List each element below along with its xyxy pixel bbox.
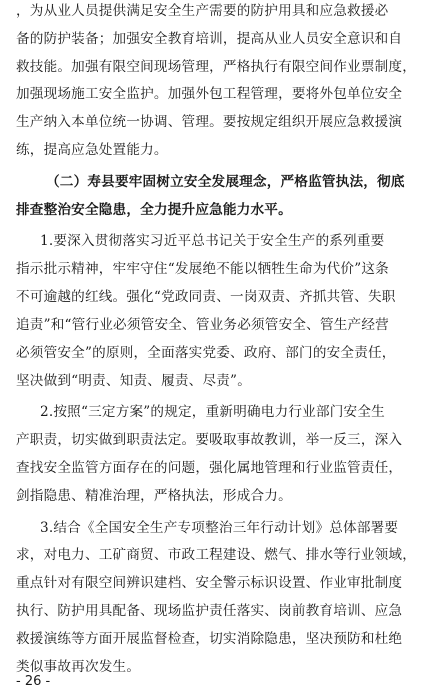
text-line: 生产纳入本单位统一协调、管理。要按规定组织开展应急救援演	[16, 114, 403, 131]
text-line: 救援演练等方面开展监督检查，切实消除隐患，坚决预防和杜绝	[16, 631, 403, 648]
text-line: 坚决做到“明责、知责、履责、尽责”。	[16, 372, 251, 389]
text-line: 必须管安全”的原则，全面落实党委、政府、部门的安全责任，	[16, 344, 396, 361]
text-line: 类似事故再次发生。	[16, 659, 141, 675]
text-line: 3.结合《全国安全生产专项整治三年行动计划》总体部署要	[40, 519, 399, 536]
text-line: 1.要深入贯彻落实习近平总书记关于安全生产的系列重要	[40, 233, 385, 250]
text-line: 救技能。加强有限空间现场管理，严格执行有限空间作业票制度，	[16, 58, 417, 75]
text-line: 执行、防护用具配备、现场监护责任落实、岗前教育培训、应急	[16, 603, 403, 620]
text-line: 指示批示精神，牢牢守住“发展绝不能以牺牲生命为代价”这条	[16, 261, 389, 278]
text-line: 剑指隐患、精准治理，严格执法，形成合力。	[16, 488, 292, 504]
text-line: 查找安全监管方面存在的问题，强化属地管理和行业监管责任，	[16, 460, 403, 477]
text-line: 追责”和“管行业必须管安全、管业务必须管安全、管生产经营	[16, 316, 389, 333]
text-line: 不可逾越的红线。强化“党政同责、一岗双责、齐抓共管、失职	[16, 289, 396, 305]
page-number: - 26 -	[16, 674, 51, 689]
text-line: 重点针对有限空间辨识建档、安全警示标识设置、作业审批制度	[16, 575, 403, 592]
heading-line: （二）寿县要牢固树立安全发展理念，严格监管执法，彻底	[46, 173, 405, 190]
text-line: 备的防护装备；加强安全教育培训，提高从业人员安全意识和自	[16, 30, 403, 47]
text-line: 产职责，切实做到职责法定。要吸取事故教训，举一反三，深入	[16, 432, 403, 449]
text-line: 2.按照“三定方案”的规定，重新明确电力行业部门安全生	[40, 404, 385, 421]
text-line: 求，对电力、工矿商贸、市政工程建设、燃气、排水等行业领域，	[16, 547, 417, 564]
text-line: 练，提高应急处置能力。	[16, 142, 168, 159]
heading-line: 排查整治安全隐患，全力提升应急能力水平。	[16, 201, 292, 218]
text-line: 加强现场施工安全监护。加强外包工程管理，要将外包单位安全	[16, 86, 403, 103]
text-line: ，为从业人员提供满足安全生产需要的防护用具和应急救援必	[16, 2, 389, 19]
